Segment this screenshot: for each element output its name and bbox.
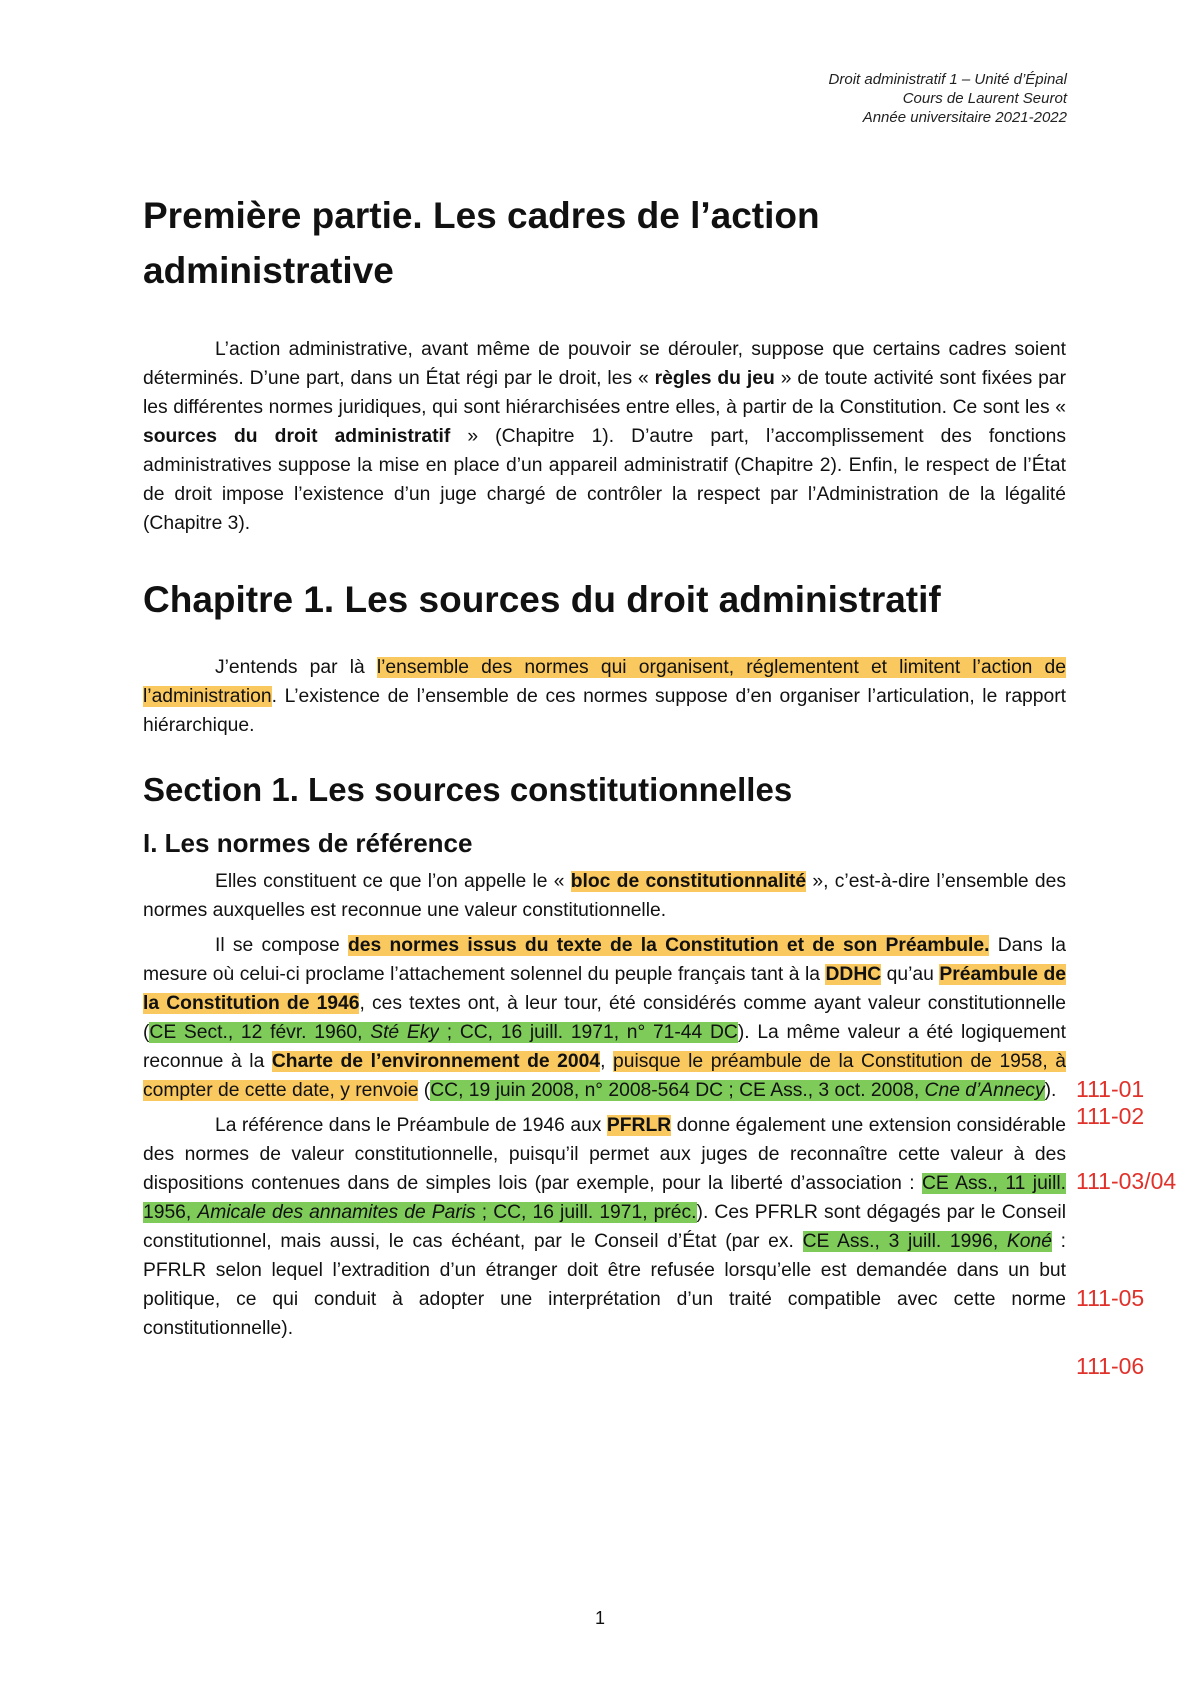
paragraph-pfrlr [143, 1111, 1066, 1343]
text-run: La référence dans le Préambule de 1946 aux [215, 1115, 607, 1136]
highlight-green: CE Ass., 11 juill. 1956, [143, 1173, 1066, 1223]
document-body [143, 188, 1066, 1349]
margin-note: 111-06 [1076, 1353, 1145, 1379]
text-run: », c’est-à-dire l’ensemble des normes auxquelles est reconnue une valeur constitutionnelle. [143, 871, 1066, 921]
text-run: , [600, 1051, 614, 1072]
highlight-yellow: l’ensemble des normes qui organisent, réglementent et limitent l’action de l’administration [143, 657, 1067, 707]
chapter-intro-paragraph [143, 653, 1066, 740]
margin-note: 111-05 [1076, 1285, 1145, 1311]
highlight-yellow: PFRLR [606, 1115, 672, 1136]
highlight-green: CE Sect., 12 févr. 1960, [149, 1022, 371, 1043]
highlight-green: CC, 19 juin 2008, n° 2008-564 DC ; CE Ass., 3 oct. 2008, [430, 1080, 925, 1101]
highlight-yellow: DDHC [825, 964, 882, 985]
text-run: . L’existence de l’ensemble de ces normes suppose d’en organiser l’articulation, le rapport hiérarchique. [143, 686, 1066, 736]
text-run: qu’au [881, 964, 940, 985]
text-run: ). [1044, 1080, 1057, 1101]
text-run: ). Ces PFRLR sont dégagés par le Conseil constitutionnel, mais aussi, le cas échéant, par le Conseil d’État (par ex. [143, 1202, 1066, 1252]
text-run: » de toute activité sont fixées par les différentes normes juridiques, qui sont hiérarchisées entre elles, à partir de la Constitution. Ce sont les « [143, 368, 1067, 418]
header-year: Année universitaire 2021-2022 [862, 109, 1067, 126]
text-run: donne également une extension considérable des normes de valeur constitutionnelle, puisqu’il permet aux juges de reconnaître cette valeur à des dispositions contenues dans de simples lois (par exemple, pour la liberté d’association : [143, 1115, 1067, 1194]
text-run: J’entends par là [215, 657, 377, 678]
chapter-title: Chapitre 1. Les sources du droit administratif [143, 579, 941, 620]
highlight-yellow: des normes issus du texte de la Constitution et de son Préambule. [348, 935, 990, 956]
section-title: Section 1. Les sources constitutionnelles [143, 771, 793, 808]
part-title: Première partie. Les cadres de l’action administrative [143, 195, 820, 291]
header-course: Droit administratif 1 – Unité d’Épinal [828, 71, 1067, 88]
text-run-bold: sources du droit administratif [143, 426, 451, 447]
page-header [829, 70, 1067, 127]
subsection-title: I. Les normes de référence [143, 828, 473, 858]
text-run: ( [418, 1080, 431, 1101]
highlight-green-italic: Cne d’Annecy [924, 1080, 1045, 1101]
text-run: : PFRLR selon lequel l’extradition d’un étranger doit être refusée lorsqu’elle est demandée dans un but politique, ce qui conduit à adopter une interprétation d’un traité compatible avec cette norme constitutionnelle). [143, 1231, 1066, 1339]
highlight-green-italic: Sté Eky [370, 1022, 440, 1043]
text-run: Dans la mesure où celui-ci proclame l’attachement solennel du peuple français tant à la [143, 935, 1067, 985]
highlight-yellow: Préambule de la Constitution de 1946 [143, 964, 1066, 1014]
margin-note: 111-02 [1076, 1103, 1145, 1129]
text-run: ). La même valeur a été logiquement reconnue à la [143, 1022, 1067, 1072]
text-run: , ces textes ont, à leur tour, été considérés comme ayant valeur constitutionnelle ( [143, 993, 1066, 1043]
text-run: Il se compose [215, 935, 348, 956]
highlight-green-italic: Amicale des annamites de Paris [197, 1202, 476, 1223]
part-intro-paragraph [143, 335, 1066, 538]
header-author: Cours de Laurent Seurot [902, 90, 1067, 107]
paragraph-bloc [143, 867, 1066, 925]
margin-note: 111-03/04 [1076, 1168, 1177, 1194]
highlight-green: ; CC, 16 juill. 1971, n° 71-44 DC [439, 1022, 738, 1043]
page-number: 1 [594, 1608, 605, 1628]
margin-note: 111-01 [1076, 1076, 1145, 1102]
highlight-green: CE Ass., 3 juill. 1996, [802, 1231, 1007, 1252]
paragraph-composition [143, 931, 1066, 1105]
text-run-bold: règles du jeu [654, 368, 775, 389]
highlight-yellow: bloc de constitutionnalité [570, 871, 807, 892]
highlight-green: ; CC, 16 juill. 1971, préc. [475, 1202, 697, 1223]
text-run: L’action administrative, avant même de pouvoir se dérouler, suppose que certains cadres soient déterminés. D’une part, dans un État régi par le droit, les « [143, 339, 1066, 389]
highlight-green-italic: Koné [1006, 1231, 1052, 1252]
highlight-yellow: Charte de l’environnement de 2004 [271, 1051, 601, 1072]
highlight-yellow: puisque le préambule de la Constitution de 1958, à compter de cette date, y renvoie [143, 1051, 1067, 1101]
text-run: Elles constituent ce que l’on appelle le « [215, 871, 571, 892]
text-run: » (Chapitre 1). D’autre part, l’accomplissement des fonctions administratives suppose la mise en place d’un appareil administratif (Chapitre 2). Enfin, le respect de l’État de droit impose l’existence d’un juge chargé de contrôler la respect par l’Administration de la légalité (Chapitre 3). [143, 426, 1066, 534]
